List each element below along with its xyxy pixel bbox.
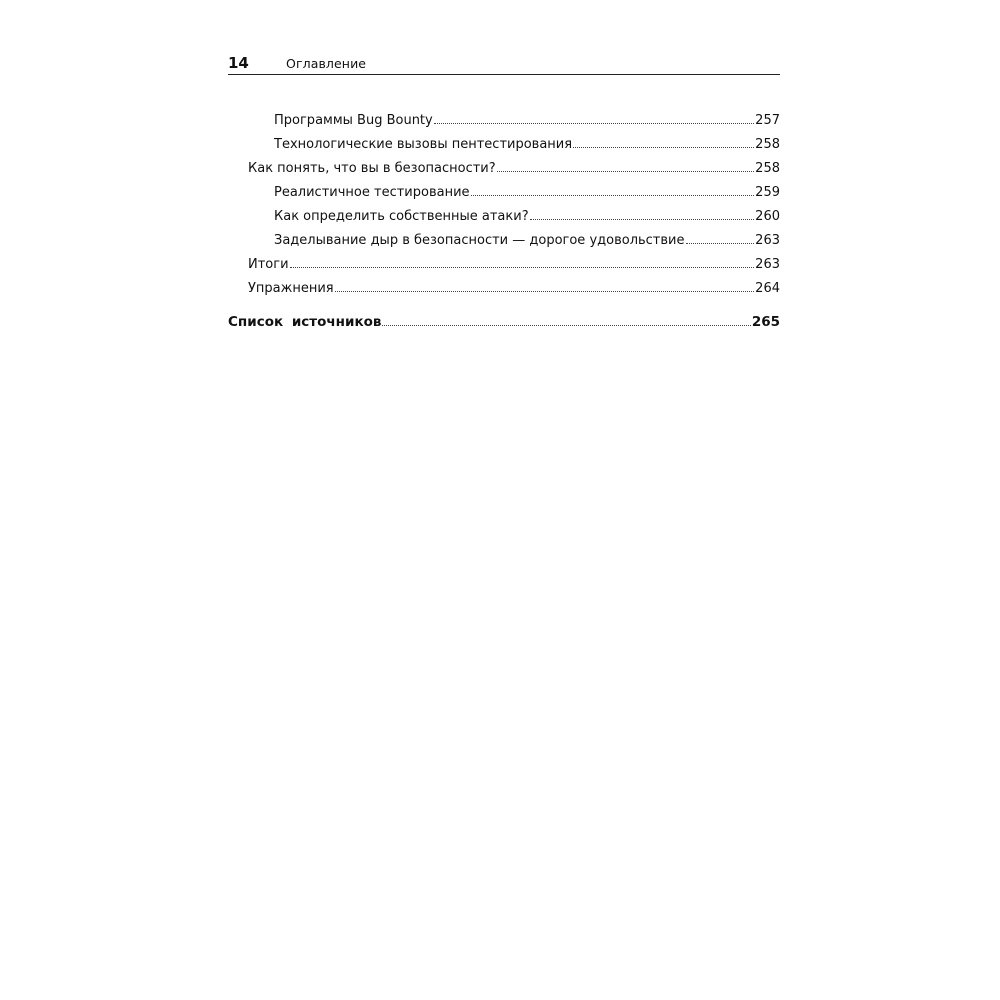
toc-entry[interactable] bbox=[228, 136, 780, 156]
toc-entry-title: Упражнения bbox=[248, 281, 334, 296]
toc-entry-title: Итоги bbox=[248, 257, 289, 272]
toc-entry[interactable] bbox=[228, 232, 780, 252]
running-title: Оглавление bbox=[286, 56, 367, 71]
toc-entry-title: Как определить собственные атаки? bbox=[274, 209, 529, 224]
dot-leader bbox=[497, 160, 755, 172]
page-header bbox=[228, 52, 780, 75]
toc-entry-title: Технологические вызовы пентестирования bbox=[274, 137, 573, 152]
toc-entry-title: Реалистичное тестирование bbox=[274, 185, 470, 200]
toc-entry-page: 258 bbox=[755, 137, 780, 152]
dot-leader bbox=[434, 112, 754, 124]
toc-entry-title: Как понять, что вы в безопасности? bbox=[248, 161, 496, 176]
toc-entry[interactable] bbox=[228, 184, 780, 204]
toc-entry-page: 263 bbox=[755, 233, 780, 248]
dot-leader bbox=[471, 184, 755, 196]
toc-entry-page: 265 bbox=[751, 314, 780, 330]
page-number: 14 bbox=[228, 54, 249, 72]
dot-leader bbox=[573, 136, 754, 148]
toc-entry-chapter[interactable] bbox=[228, 314, 780, 334]
toc-entry-page: 260 bbox=[755, 209, 780, 224]
toc-entry[interactable] bbox=[228, 256, 780, 276]
toc-entry[interactable] bbox=[228, 160, 780, 180]
toc-entry[interactable] bbox=[228, 208, 780, 228]
dot-leader bbox=[686, 232, 755, 244]
dot-leader bbox=[530, 208, 755, 220]
toc-entry-page: 263 bbox=[755, 257, 780, 272]
dot-leader bbox=[335, 280, 755, 292]
toc-entry[interactable] bbox=[228, 280, 780, 300]
toc-entry-page: 257 bbox=[755, 113, 780, 128]
toc-entry-page: 259 bbox=[755, 185, 780, 200]
toc-entry-page: 258 bbox=[755, 161, 780, 176]
dot-leader bbox=[290, 256, 755, 268]
toc-entry-page: 264 bbox=[755, 281, 780, 296]
toc-entry-title: Заделывание дыр в безопасности — дорогое удовольствие bbox=[274, 233, 685, 248]
dot-leader bbox=[382, 314, 750, 326]
toc-entry[interactable] bbox=[228, 112, 780, 132]
toc-entry-title: Список источников bbox=[228, 314, 382, 330]
toc-entry-title: Программы Bug Bounty bbox=[274, 113, 433, 128]
